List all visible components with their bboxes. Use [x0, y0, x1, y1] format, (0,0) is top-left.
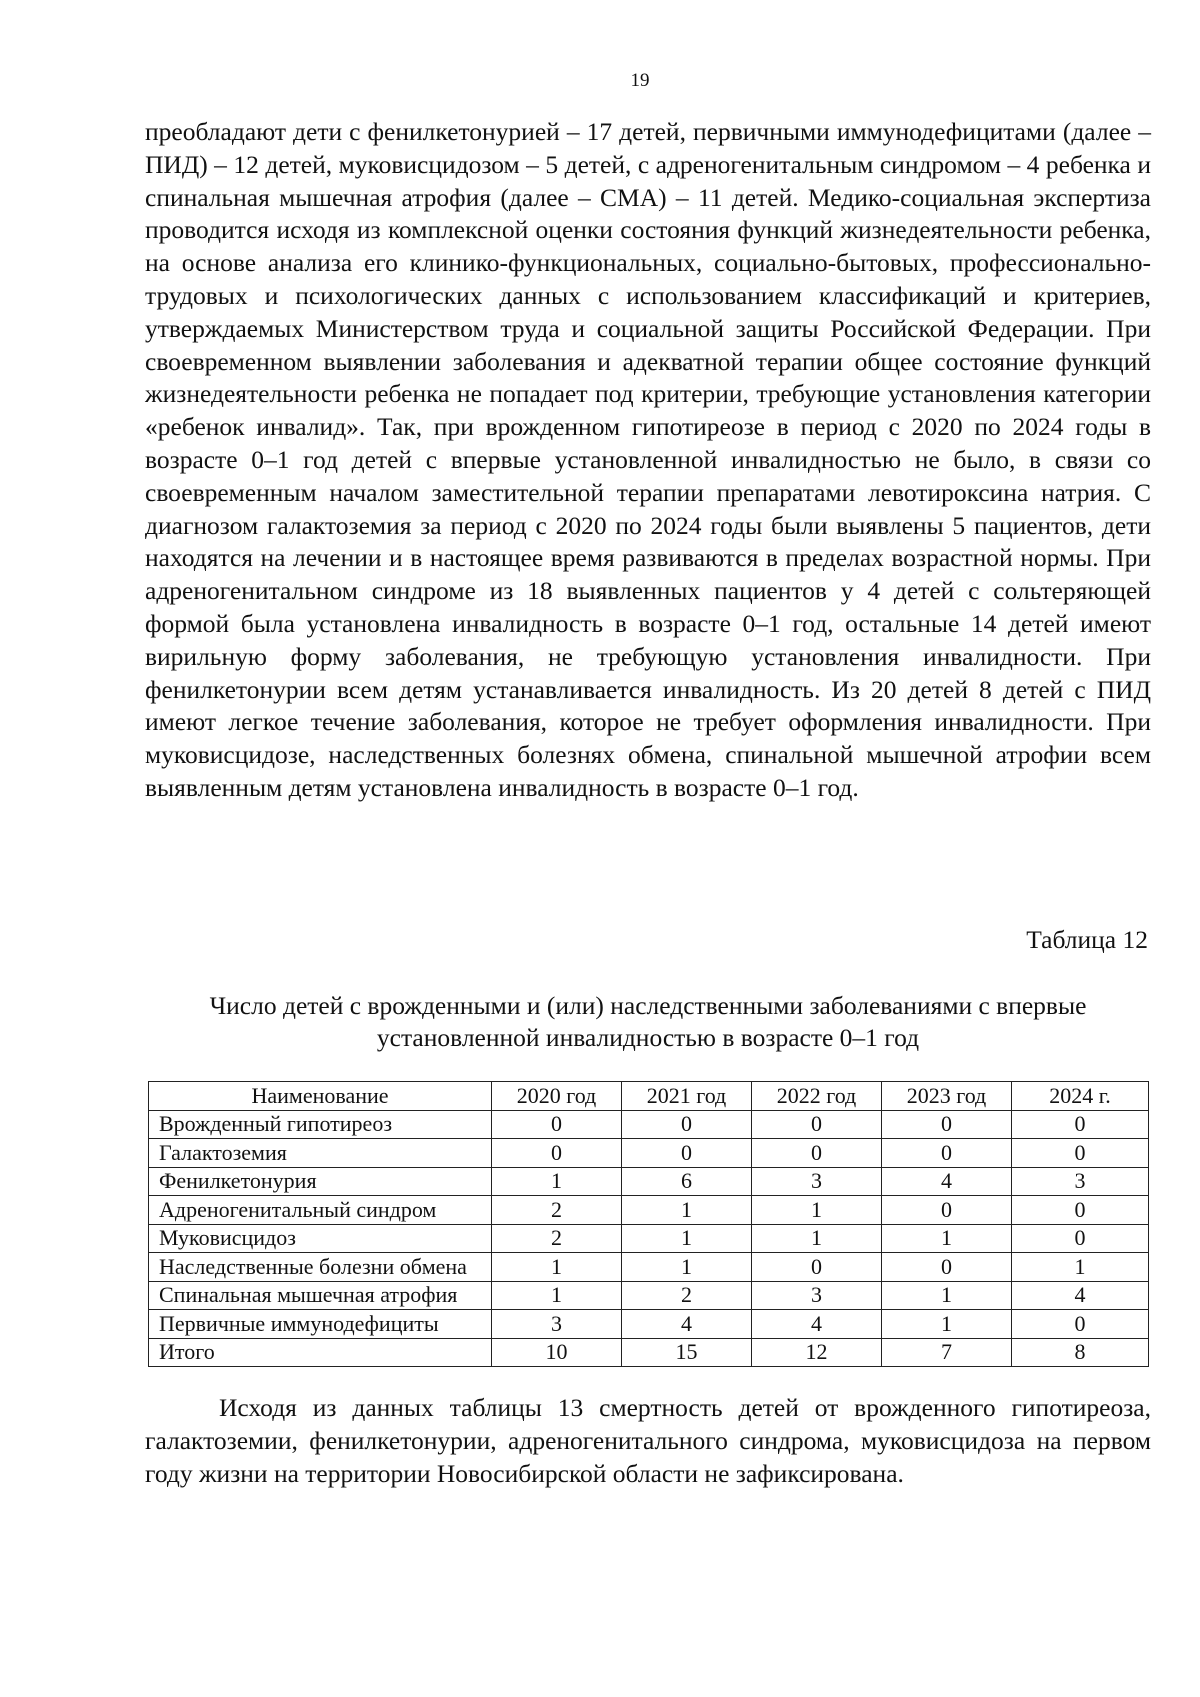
row-value-cell: 0 — [1012, 1139, 1149, 1168]
table-header-row — [149, 1082, 1149, 1111]
row-value-cell: 1 — [752, 1196, 882, 1225]
table-label: Таблица 12 — [1026, 925, 1148, 954]
header-cell: Наименование — [149, 1082, 492, 1111]
table-row — [149, 1139, 1149, 1168]
row-value-cell: 10 — [492, 1338, 622, 1367]
table-row — [149, 1167, 1149, 1196]
row-name-cell: Галактоземия — [149, 1139, 492, 1168]
row-name-cell: Фенилкетонурия — [149, 1167, 492, 1196]
row-name-cell: Муковисцидоз — [149, 1224, 492, 1253]
row-value-cell: 8 — [1012, 1338, 1149, 1367]
row-value-cell: 2 — [492, 1224, 622, 1253]
row-value-cell: 0 — [622, 1110, 752, 1139]
header-cell: 2020 год — [492, 1082, 622, 1111]
row-value-cell: 3 — [492, 1310, 622, 1339]
table-title: Число детей с врожденными и (или) наследственными заболеваниями с впервые установленной инвалидностью в возрасте 0–1 год — [209, 991, 1087, 1052]
row-value-cell: 3 — [752, 1281, 882, 1310]
row-value-cell: 3 — [1012, 1167, 1149, 1196]
header-cell: 2022 год — [752, 1082, 882, 1111]
table-row — [149, 1253, 1149, 1282]
row-value-cell: 0 — [492, 1139, 622, 1168]
row-value-cell: 0 — [1012, 1224, 1149, 1253]
row-value-cell: 0 — [882, 1139, 1012, 1168]
row-value-cell: 1 — [622, 1196, 752, 1225]
row-value-cell: 1 — [882, 1224, 1012, 1253]
row-value-cell: 0 — [492, 1110, 622, 1139]
row-value-cell: 1 — [752, 1224, 882, 1253]
row-value-cell: 1 — [492, 1281, 622, 1310]
row-value-cell: 1 — [1012, 1253, 1149, 1282]
row-value-cell: 15 — [622, 1338, 752, 1367]
row-value-cell: 0 — [622, 1139, 752, 1168]
row-name-cell: Наследственные болезни обмена — [149, 1253, 492, 1282]
row-value-cell: 1 — [882, 1281, 1012, 1310]
row-value-cell: 6 — [622, 1167, 752, 1196]
row-value-cell: 2 — [622, 1281, 752, 1310]
table-row — [149, 1110, 1149, 1139]
row-name-cell: Первичные иммунодефициты — [149, 1310, 492, 1339]
row-value-cell: 1 — [882, 1310, 1012, 1339]
row-name-cell: Итого — [149, 1338, 492, 1367]
table-row — [149, 1196, 1149, 1225]
table-total-row — [149, 1338, 1149, 1367]
row-value-cell: 0 — [1012, 1310, 1149, 1339]
row-value-cell: 0 — [1012, 1110, 1149, 1139]
table-row — [149, 1281, 1149, 1310]
header-cell: 2024 г. — [1012, 1082, 1149, 1111]
closing-paragraph: Исходя из данных таблицы 13 смертность детей от врожденного гипотиреоза, галактоземии, фенилкетонурии, адреногенитального синдрома, муковисцидоза на первом году жизни на территории Новосибирской области не зафиксирована. — [145, 1393, 1151, 1488]
row-value-cell: 1 — [622, 1253, 752, 1282]
row-value-cell: 3 — [752, 1167, 882, 1196]
row-value-cell: 4 — [752, 1310, 882, 1339]
row-value-cell: 0 — [752, 1139, 882, 1168]
table-row — [149, 1310, 1149, 1339]
row-value-cell: 1 — [492, 1253, 622, 1282]
table-row — [149, 1224, 1149, 1253]
row-value-cell: 4 — [1012, 1281, 1149, 1310]
header-cell: 2021 год — [622, 1082, 752, 1111]
row-value-cell: 1 — [622, 1224, 752, 1253]
header-cell: 2023 год — [882, 1082, 1012, 1111]
disability-table — [148, 1081, 1149, 1367]
page-number: 19 — [630, 70, 650, 91]
row-value-cell: 0 — [882, 1196, 1012, 1225]
row-value-cell: 0 — [752, 1253, 882, 1282]
row-value-cell: 4 — [622, 1310, 752, 1339]
row-value-cell: 2 — [492, 1196, 622, 1225]
row-value-cell: 0 — [882, 1110, 1012, 1139]
row-value-cell: 0 — [882, 1253, 1012, 1282]
row-value-cell: 7 — [882, 1338, 1012, 1367]
body-paragraph: преобладают дети с фенилкетонурией – 17 детей, первичными иммунодефицитами (далее – ПИД) – 12 детей, муковисцидозом – 5 детей, с адреногенитальным синдромом – 4 ребенка и спинальная мышечная атрофия (далее – СМА) – 11 детей. Медико-социальная экспертиза проводится исходя из комплексной оценки состояния функций жизнедеятельности ребенка, на основе анализа его клинико-функциональных, социально-бытовых, профессионально-трудовых и психологических данных с использованием классификаций и критериев, утверждаемых Министерством труда и социальной защиты Российской Федерации. При своевременном выявлении заболевания и адекватной терапии общее состояние функций жизнедеятельности ребенка не попадает под критерии, требующие установления категории «ребенок инвалид». Так, при врожденном гипотиреозе в период с 2020 по 2024 годы в возрасте 0–1 год детей с впервые установленной инвалидностью не было, в связи со своевременным началом заместительной терапии препаратами левотироксина натрия. С диагнозом галактоземия за период с 2020 по 2024 годы были выявлены 5 пациентов, дети находятся на лечении и в настоящее время развиваются в пределах возрастной нормы. При адреногенитальном синдроме из 18 выявленных пациентов у 4 детей с сольтеряющей формой была установлена инвалидность в возрасте 0–1 год, остальные 14 детей имеют вирильную форму заболевания, не требующую установления инвалидности. При фенилкетонурии всем детям устанавливается инвалидность. Из 20 детей 8 детей с ПИД имеют легкое течение заболевания, которое не требует оформления инвалидности. При муковисцидозе, наследственных болезнях обмена, спинальной мышечной атрофии всем выявленным детям установлена инвалидность в возрасте 0–1 год. — [145, 117, 1151, 802]
row-value-cell: 0 — [1012, 1196, 1149, 1225]
row-value-cell: 4 — [882, 1167, 1012, 1196]
row-name-cell: Адреногенитальный синдром — [149, 1196, 492, 1225]
row-name-cell: Врожденный гипотиреоз — [149, 1110, 492, 1139]
row-value-cell: 12 — [752, 1338, 882, 1367]
row-value-cell: 1 — [492, 1167, 622, 1196]
row-name-cell: Спинальная мышечная атрофия — [149, 1281, 492, 1310]
row-value-cell: 0 — [752, 1110, 882, 1139]
